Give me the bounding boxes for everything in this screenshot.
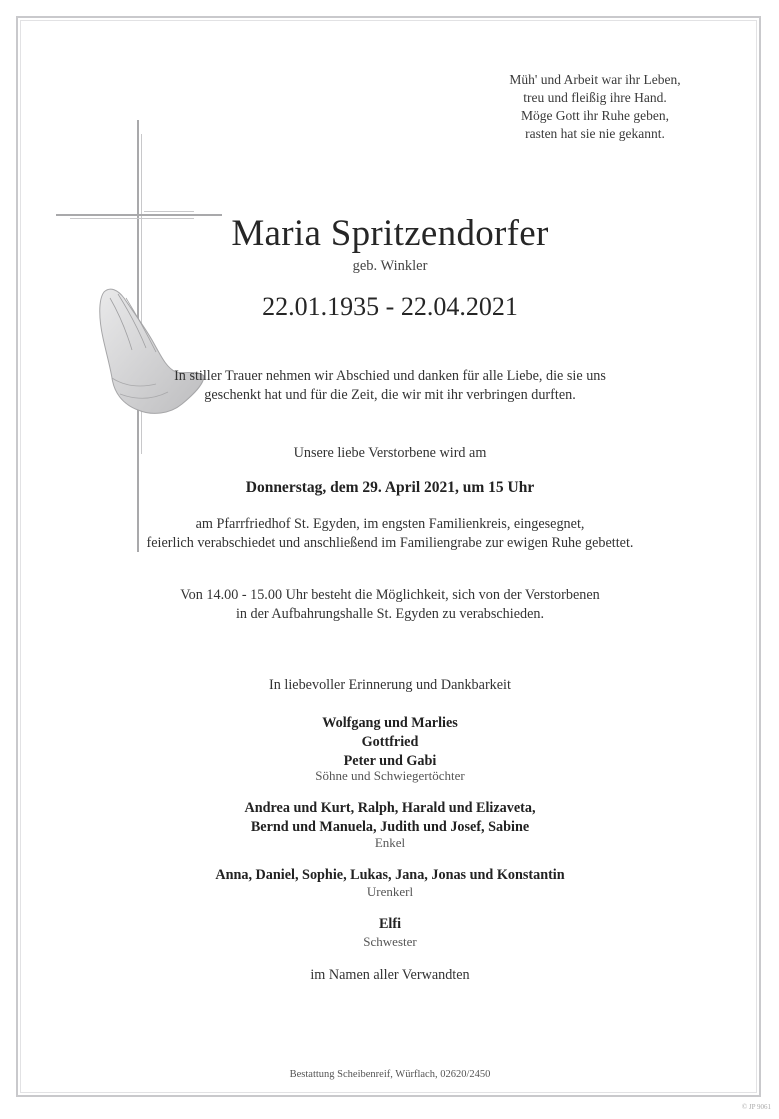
poem-line: treu und fleißig ihre Hand.: [523, 90, 667, 105]
memory-line: In liebevoller Erinnerung und Dankbarkeit: [269, 677, 511, 693]
deceased-name: Maria Spritzendorfer: [231, 213, 549, 254]
mourner-name: Gottfried: [361, 734, 419, 750]
ceremony-place-line: feierlich verabschiedet und anschließend im Familiengrabe zur ewigen Ruhe gebettet.: [146, 535, 634, 551]
poem-line: Möge Gott ihr Ruhe geben,: [520, 108, 670, 123]
mourners-grandchildren-role: Enkel: [374, 835, 406, 850]
viewing-line: Von 14.00 - 15.00 Uhr besteht die Möglichkeit, sich von der Verstorbenen: [180, 587, 600, 603]
farewell-text: [80, 367, 700, 405]
mourners-grandchildren: [80, 799, 700, 837]
life-dates: 22.01.1935 - 22.04.2021: [262, 292, 518, 321]
corner-code: © JP 9061: [741, 1103, 771, 1111]
poem: [470, 71, 720, 143]
born-name: geb. Winkler: [352, 258, 428, 274]
ceremony-intro: Unsere liebe Verstorbene wird am: [293, 445, 487, 461]
poem-line: rasten hat sie nie gekannt.: [525, 126, 665, 141]
mourners-sons: [80, 714, 700, 771]
ceremony-date: Donnerstag, dem 29. April 2021, um 15 Uhr: [245, 479, 535, 496]
mourner-name: Bernd und Manuela, Judith und Josef, Sabine: [250, 819, 530, 835]
mourners-sons-role: Söhne und Schwiegertöchter: [315, 768, 465, 783]
farewell-line: geschenkt hat und für die Zeit, die wir mit ihr verbringen durften.: [204, 387, 576, 403]
viewing-text: [80, 586, 700, 624]
mourners-relatives: im Namen aller Verwandten: [310, 967, 470, 983]
mourner-name: Peter und Gabi: [343, 753, 437, 769]
funeral-home-footer: Bestattung Scheibenreif, Würflach, 02620/2450: [289, 1069, 491, 1080]
mourner-name: Andrea und Kurt, Ralph, Harald und Elizaveta,: [244, 800, 536, 816]
viewing-line: in der Aufbahrungshalle St. Egyden zu verabschieden.: [235, 606, 545, 622]
mourners-great-grandchildren-role: Urenkerl: [366, 884, 414, 899]
ceremony-place: [80, 515, 700, 553]
mourners-sister-role: Schwester: [363, 934, 417, 949]
mourners-great-grandchildren: Anna, Daniel, Sophie, Lukas, Jana, Jonas und Konstantin: [215, 867, 565, 883]
poem-line: Müh' und Arbeit war ihr Leben,: [509, 72, 681, 87]
mourners-sister: Elfi: [378, 916, 402, 932]
ceremony-place-line: am Pfarrfriedhof St. Egyden, im engsten Familienkreis, eingesegnet,: [195, 516, 585, 532]
farewell-line: In stiller Trauer nehmen wir Abschied und danken für alle Liebe, die sie uns: [174, 368, 606, 384]
mourner-name: Wolfgang und Marlies: [322, 715, 458, 731]
